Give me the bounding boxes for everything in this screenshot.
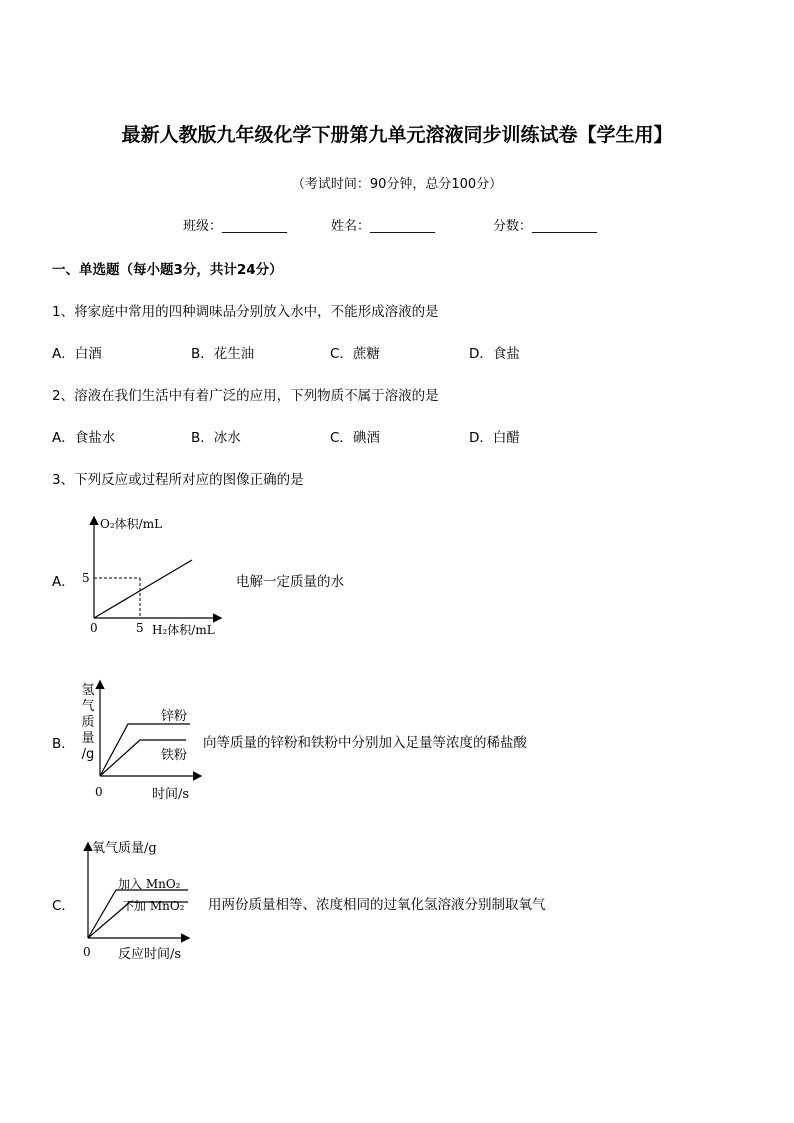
q1-option-b: B．花生油 bbox=[191, 346, 255, 362]
x-axis-label: H₂体积/mL bbox=[152, 623, 215, 637]
y-axis-label: O₂体积/mL bbox=[100, 517, 163, 531]
score-field: 分数：__________ bbox=[493, 219, 598, 234]
x-axis-label: 反应时间/s bbox=[118, 947, 182, 962]
series-with-mno2 bbox=[88, 890, 188, 938]
q1-option-d: D．食盐 bbox=[469, 346, 520, 362]
q3-option-a-label: A． bbox=[52, 574, 75, 590]
q3-graph-b-y-axis-label: 氢 气 质 量 /g bbox=[81, 683, 95, 762]
y-axis-label: 氧气质量/g bbox=[92, 841, 157, 856]
question-2-stem: 2、溶液在我们生活中有着广泛的应用，下列物质不属于溶液的是 bbox=[52, 388, 439, 404]
y-tick-5: 5 bbox=[82, 571, 90, 585]
q2-option-d: D．白醋 bbox=[469, 430, 520, 446]
q1-option-a: A．白酒 bbox=[52, 346, 102, 362]
series-line bbox=[94, 560, 192, 618]
series-zinc-label: 锌粉 bbox=[161, 709, 188, 724]
q3-option-c-label: C． bbox=[52, 898, 75, 914]
name-field: 姓名：__________ bbox=[331, 219, 436, 234]
exam-info: （考试时间：90分钟，总分100分） bbox=[291, 177, 503, 192]
q2-option-c: C．碘酒 bbox=[330, 430, 380, 446]
origin-label: 0 bbox=[83, 945, 91, 959]
q3-option-b-label: B． bbox=[52, 736, 75, 752]
series-without-mno2-label: 不加 MnO₂ bbox=[122, 899, 185, 913]
page-title: 最新人教版九年级化学下册第九单元溶液同步训练试卷【学生用】 bbox=[121, 124, 673, 146]
question-1-stem: 1、将家庭中常用的四种调味品分别放入水中，不能形成溶液的是 bbox=[52, 304, 439, 320]
q3-option-b-desc: 向等质量的锌粉和铁粉中分别加入足量等浓度的稀盐酸 bbox=[203, 735, 527, 751]
origin-label: 0 bbox=[90, 621, 98, 635]
x-tick-5: 5 bbox=[136, 621, 144, 635]
section-title: 一、单选题（每小题3分，共计24分） bbox=[52, 262, 283, 278]
x-axis-label: 时间/s bbox=[152, 787, 190, 802]
q2-option-a: A．食盐水 bbox=[52, 430, 116, 446]
series-with-mno2-label: 加入 MnO₂ bbox=[118, 877, 181, 891]
q3-graph-a bbox=[70, 508, 240, 643]
q3-option-c-desc: 用两份质量相等、浓度相同的过氧化氢溶液分别制取氧气 bbox=[208, 897, 546, 913]
q1-option-c: C．蔗糖 bbox=[330, 346, 380, 362]
question-3-stem: 3、下列反应或过程所对应的图像正确的是 bbox=[52, 472, 304, 488]
q2-option-b: B．冰水 bbox=[191, 430, 241, 446]
q3-graph-c bbox=[70, 838, 210, 963]
class-field: 班级：__________ bbox=[183, 219, 288, 234]
q3-option-a-desc: 电解一定质量的水 bbox=[236, 574, 344, 590]
series-iron-label: 铁粉 bbox=[161, 748, 188, 763]
origin-label: 0 bbox=[95, 785, 103, 799]
